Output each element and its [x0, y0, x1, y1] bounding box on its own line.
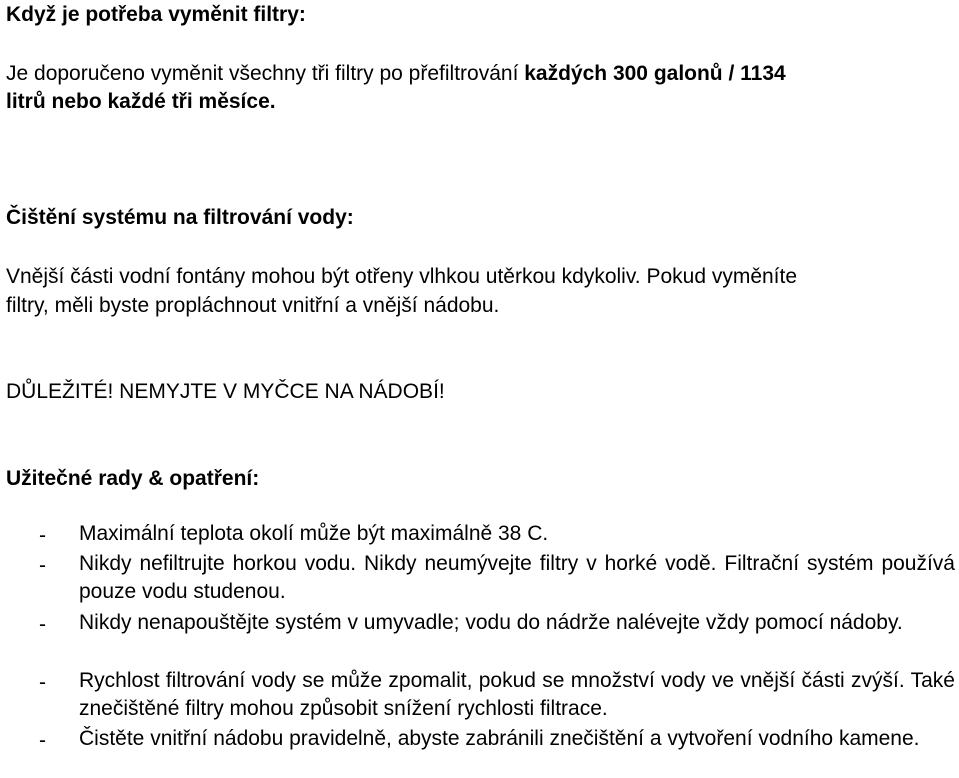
filters-heading: Když je potřeba vyměnit filtry:: [6, 3, 306, 26]
list-item: Čistěte vnitřní nádobu pravidelně, abyste zabránili znečištění a vytvoření vodního kamene.: [79, 727, 920, 750]
filters-text-normal: Je doporučeno vyměnit všechny tři filtry po přefiltrování: [6, 62, 525, 85]
tips-heading: Užitečné rady & opatření:: [6, 467, 260, 490]
list-bullet: -: [39, 554, 46, 577]
cleaning-paragraph-line2: filtry, měli byste propláchnout vnitřní a vnější nádobu.: [6, 294, 500, 317]
warning-text: DŮLEŽITÉ! NEMYJTE V MYČCE NA NÁDOBÍ!: [6, 380, 445, 403]
filters-text-bold: každých 300 galonů / 1134: [524, 62, 786, 85]
cleaning-paragraph-line1: Vnější části vodní fontány mohou být otřeny vlhkou utěrkou kdykoliv. Pokud vyměníte: [6, 265, 798, 288]
filters-paragraph-line1: [6, 61, 786, 86]
list-bullet: -: [39, 524, 46, 547]
list-bullet: -: [39, 613, 46, 636]
list-item: Nikdy nenapouštějte systém v umyvadle; vodu do nádrže nalévejte vždy pomocí nádoby.: [79, 611, 903, 634]
list-item: Maximální teplota okolí může být maximálně 38 C.: [79, 522, 549, 545]
list-item: Rychlost filtrování vody se může zpomalit, pokud se množství vody ve vnější části zvýší. Také znečištěné filtry mohou způsobit snížení rychlosti filtrace.: [79, 669, 955, 720]
list-bullet: -: [39, 729, 46, 752]
filters-paragraph-line2: litrů nebo každé tři měsíce.: [6, 90, 276, 113]
cleaning-heading: Čištění systému na filtrování vody:: [6, 206, 354, 229]
list-bullet: -: [39, 671, 46, 694]
list-item: Nikdy nefiltrujte horkou vodu. Nikdy neumývejte filtry v horké vodě. Filtrační systém používá pouze vodu studenou.: [79, 552, 955, 603]
